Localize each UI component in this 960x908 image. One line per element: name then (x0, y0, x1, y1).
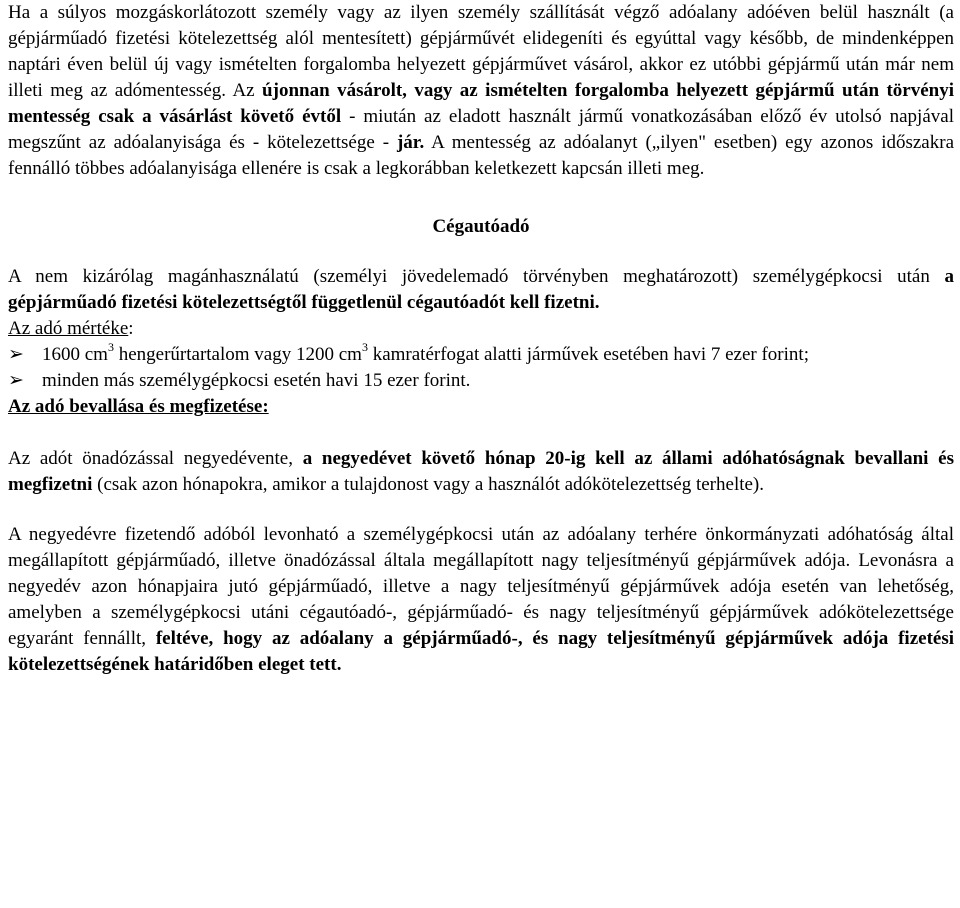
text-run: A negyedévre fizetendő adóból levonható a személygépkocsi után az adóalany terhére önkormányzati adóhatóság által megállapított gépjárműadó, illetve önadózással általa megállapított nagy teljesítményű gépjárművek adója. Levonásra a negyedév azon hónapjaira jutó gépjárműadó, illetve a nagy teljesítményű gépjárművek adója esetén van lehetőség, amelyben a személygépkocsi utáni cégautóadó-, gépjárműadó- és nagy teljesítményű gépjárművek adókötelezettsége egyaránt fennállt, (8, 524, 954, 649)
bold-text-run: újonnan vásárolt, vagy az ismételten forgalomba helyezett gépjármű után törvényi mentesség csak a vásárlást követő évtől (8, 80, 954, 127)
list-item (8, 339, 954, 368)
arrow-bullet-icon: ➢ (8, 370, 24, 391)
paragraph-filing (8, 446, 954, 498)
text-run: (csak azon hónapokra, amikor a tulajdonost vagy a használót adókötelezettség terhelte). (92, 474, 765, 495)
paragraph-company-car-tax (8, 264, 954, 316)
arrow-bullet-icon: ➢ (8, 344, 24, 365)
text-run: A mentesség az adóalanyt („ilyen" esetben) egy azonos időszakra fennálló többes adóalanyisága ellenére is csak a legkorábban keletkezett kapcsán illeti meg. (8, 132, 954, 179)
bold-text-run: a negyedévet követő hónap 20-ig kell az állami adóhatóságnak bevallani és megfizetni (8, 448, 954, 495)
text-run: 1600 cm (42, 344, 108, 365)
bold-text-run: jár. (396, 132, 425, 153)
text-run: - miután az eladott használt jármű vonatkozásában előző év utolsó napjával megszűnt az adóalanyisága és - kötelezettsége - (8, 106, 954, 153)
text-run: minden más személygépkocsi esetén havi 15 ezer forint. (42, 370, 471, 391)
rate-heading-label: Az adó mértéke (8, 318, 129, 339)
section-title: Cégautóadó (432, 216, 530, 237)
text-run: A nem kizárólag magánhasználatú (személyi jövedelemadó törvényben meghatározott) személygépkocsi után (8, 266, 945, 287)
filing-heading: Az adó bevallása és megfizetése: (8, 396, 269, 417)
text-run: Az adót önadózással negyedévente, (8, 448, 303, 469)
rate-heading-colon: : (128, 318, 134, 339)
text-run: hengerűrtartalom vagy 1200 cm (113, 344, 362, 365)
superscript: 3 (107, 339, 114, 354)
superscript: 3 (361, 339, 368, 354)
bold-text-run: a gépjárműadó fizetési kötelezettségtől függetlenül cégautóadót kell fizetni. (8, 266, 954, 313)
list-item (8, 368, 954, 394)
rate-heading (8, 316, 954, 342)
paragraph-exemption (8, 0, 954, 182)
paragraph-deduction (8, 522, 954, 678)
text-run: Ha a súlyos mozgáskorlátozott személy vagy az ilyen személy szállítását végző adóalany adóéven belül használt (a gépjárműadó fizetési kötelezettség alól mentesített) gépjárművét elidegeníti és egyúttal vagy később, de mindenképpen naptári éven belül új vagy ismételten forgalomba helyezett gépjárművet vásárol, akkor ez utóbbi gépjármű után már nem illeti meg az adómentesség. Az (8, 2, 954, 101)
rate-list (8, 339, 954, 394)
bold-text-run: feltéve, hogy az adóalany a gépjárműadó-, és nagy teljesítményű gépjárművek adója fizetési kötelezettségének határidőben eleget tett. (8, 628, 954, 675)
text-run: kamratérfogat alatti járművek esetében havi 7 ezer forint; (367, 344, 809, 365)
